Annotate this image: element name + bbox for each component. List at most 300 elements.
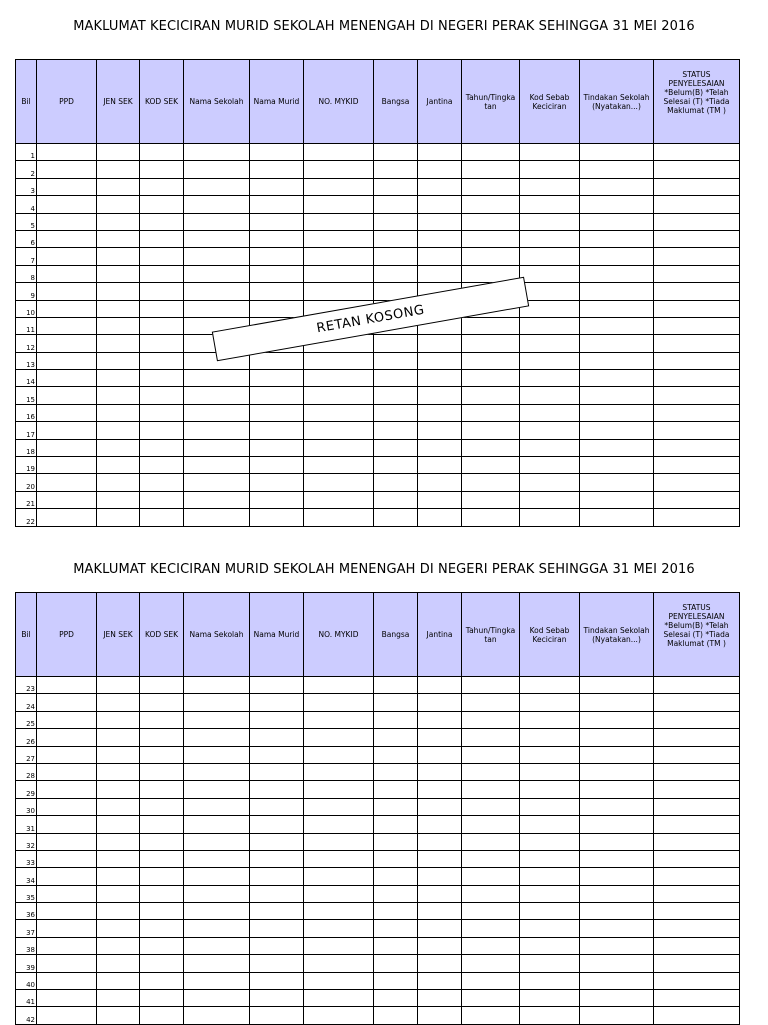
table-cell[interactable]	[37, 178, 97, 195]
table-cell[interactable]	[520, 265, 580, 282]
table-cell[interactable]	[140, 781, 184, 798]
table-cell[interactable]	[304, 763, 374, 780]
table-cell[interactable]	[462, 474, 520, 491]
table-cell[interactable]	[250, 248, 304, 265]
table-cell[interactable]	[520, 729, 580, 746]
table-cell[interactable]	[37, 370, 97, 387]
table-cell[interactable]	[304, 439, 374, 456]
table-cell[interactable]	[250, 196, 304, 213]
table-cell[interactable]	[37, 457, 97, 474]
table-cell[interactable]	[462, 937, 520, 954]
table-cell[interactable]	[418, 677, 462, 694]
table-cell[interactable]	[418, 213, 462, 230]
table-cell[interactable]	[97, 850, 140, 867]
table-cell[interactable]	[140, 1007, 184, 1024]
table-cell[interactable]	[37, 422, 97, 439]
table-cell[interactable]	[374, 144, 418, 161]
table-cell[interactable]	[520, 404, 580, 421]
table-cell[interactable]	[654, 868, 740, 885]
table-cell[interactable]	[140, 387, 184, 404]
table-cell[interactable]	[37, 387, 97, 404]
table-cell[interactable]	[580, 920, 654, 937]
table-cell[interactable]	[418, 1007, 462, 1024]
table-cell[interactable]	[184, 196, 250, 213]
table-cell[interactable]	[140, 677, 184, 694]
table-cell[interactable]	[462, 196, 520, 213]
table-cell[interactable]	[580, 248, 654, 265]
table-cell[interactable]	[140, 335, 184, 352]
table-cell[interactable]	[580, 283, 654, 300]
table-cell[interactable]	[418, 352, 462, 369]
table-cell[interactable]	[97, 474, 140, 491]
table-cell[interactable]	[654, 509, 740, 526]
table-cell[interactable]	[184, 1007, 250, 1024]
table-cell[interactable]	[250, 833, 304, 850]
table-cell[interactable]	[580, 144, 654, 161]
table-cell[interactable]	[520, 885, 580, 902]
table-cell[interactable]	[462, 317, 520, 334]
table-cell[interactable]	[462, 161, 520, 178]
table-cell[interactable]	[462, 798, 520, 815]
table-cell[interactable]	[374, 711, 418, 728]
table-cell[interactable]	[140, 990, 184, 1007]
table-cell[interactable]	[418, 990, 462, 1007]
table-cell[interactable]	[140, 178, 184, 195]
table-cell[interactable]	[304, 370, 374, 387]
table-cell[interactable]	[520, 868, 580, 885]
table-cell[interactable]	[520, 317, 580, 334]
table-cell[interactable]	[374, 955, 418, 972]
table-cell[interactable]	[37, 161, 97, 178]
table-cell[interactable]	[374, 213, 418, 230]
table-cell[interactable]	[418, 196, 462, 213]
table-cell[interactable]	[374, 474, 418, 491]
table-cell[interactable]	[184, 439, 250, 456]
table-cell[interactable]	[184, 491, 250, 508]
table-cell[interactable]	[37, 885, 97, 902]
table-cell[interactable]	[520, 491, 580, 508]
table-cell[interactable]	[184, 265, 250, 282]
table-cell[interactable]	[654, 833, 740, 850]
table-cell[interactable]	[184, 300, 250, 317]
table-cell[interactable]	[250, 283, 304, 300]
table-cell[interactable]	[184, 213, 250, 230]
table-cell[interactable]	[580, 781, 654, 798]
table-cell[interactable]	[97, 422, 140, 439]
table-cell[interactable]	[654, 474, 740, 491]
table-cell[interactable]	[580, 230, 654, 247]
table-cell[interactable]	[184, 457, 250, 474]
table-cell[interactable]	[418, 694, 462, 711]
table-cell[interactable]	[520, 677, 580, 694]
table-cell[interactable]	[37, 509, 97, 526]
table-cell[interactable]	[462, 144, 520, 161]
table-cell[interactable]	[140, 798, 184, 815]
table-cell[interactable]	[184, 248, 250, 265]
table-cell[interactable]	[462, 370, 520, 387]
table-cell[interactable]	[304, 352, 374, 369]
table-cell[interactable]	[184, 903, 250, 920]
table-cell[interactable]	[304, 955, 374, 972]
table-cell[interactable]	[250, 457, 304, 474]
table-cell[interactable]	[520, 763, 580, 780]
table-cell[interactable]	[250, 798, 304, 815]
table-cell[interactable]	[97, 746, 140, 763]
table-cell[interactable]	[140, 763, 184, 780]
table-cell[interactable]	[250, 711, 304, 728]
table-cell[interactable]	[184, 833, 250, 850]
table-cell[interactable]	[418, 265, 462, 282]
table-cell[interactable]	[520, 213, 580, 230]
table-cell[interactable]	[418, 937, 462, 954]
table-cell[interactable]	[97, 370, 140, 387]
table-cell[interactable]	[140, 903, 184, 920]
table-cell[interactable]	[250, 955, 304, 972]
table-cell[interactable]	[184, 955, 250, 972]
table-cell[interactable]	[97, 868, 140, 885]
table-cell[interactable]	[520, 781, 580, 798]
table-cell[interactable]	[97, 990, 140, 1007]
table-cell[interactable]	[418, 920, 462, 937]
table-cell[interactable]	[37, 474, 97, 491]
table-cell[interactable]	[462, 509, 520, 526]
table-cell[interactable]	[304, 711, 374, 728]
table-cell[interactable]	[184, 474, 250, 491]
table-cell[interactable]	[654, 422, 740, 439]
table-cell[interactable]	[97, 213, 140, 230]
table-cell[interactable]	[374, 833, 418, 850]
table-cell[interactable]	[580, 404, 654, 421]
table-cell[interactable]	[580, 729, 654, 746]
table-cell[interactable]	[140, 422, 184, 439]
table-cell[interactable]	[250, 885, 304, 902]
table-cell[interactable]	[184, 694, 250, 711]
table-cell[interactable]	[250, 850, 304, 867]
table-cell[interactable]	[37, 711, 97, 728]
table-cell[interactable]	[418, 781, 462, 798]
table-cell[interactable]	[97, 711, 140, 728]
table-cell[interactable]	[140, 920, 184, 937]
table-cell[interactable]	[654, 746, 740, 763]
table-cell[interactable]	[97, 404, 140, 421]
table-cell[interactable]	[304, 265, 374, 282]
table-cell[interactable]	[580, 885, 654, 902]
table-cell[interactable]	[140, 300, 184, 317]
table-cell[interactable]	[580, 213, 654, 230]
table-cell[interactable]	[374, 816, 418, 833]
table-cell[interactable]	[140, 746, 184, 763]
table-cell[interactable]	[580, 457, 654, 474]
table-cell[interactable]	[520, 178, 580, 195]
table-cell[interactable]	[184, 387, 250, 404]
table-cell[interactable]	[462, 694, 520, 711]
table-cell[interactable]	[520, 972, 580, 989]
table-cell[interactable]	[580, 352, 654, 369]
table-cell[interactable]	[580, 178, 654, 195]
table-cell[interactable]	[37, 265, 97, 282]
table-cell[interactable]	[304, 990, 374, 1007]
table-cell[interactable]	[580, 868, 654, 885]
table-cell[interactable]	[654, 387, 740, 404]
table-cell[interactable]	[374, 920, 418, 937]
table-cell[interactable]	[374, 265, 418, 282]
table-cell[interactable]	[97, 885, 140, 902]
table-cell[interactable]	[580, 903, 654, 920]
table-cell[interactable]	[304, 404, 374, 421]
table-cell[interactable]	[97, 265, 140, 282]
table-cell[interactable]	[418, 457, 462, 474]
table-cell[interactable]	[654, 937, 740, 954]
table-cell[interactable]	[250, 729, 304, 746]
table-cell[interactable]	[97, 300, 140, 317]
table-cell[interactable]	[37, 868, 97, 885]
table-cell[interactable]	[97, 833, 140, 850]
table-cell[interactable]	[418, 144, 462, 161]
table-cell[interactable]	[140, 729, 184, 746]
table-cell[interactable]	[140, 161, 184, 178]
table-cell[interactable]	[184, 868, 250, 885]
table-cell[interactable]	[580, 990, 654, 1007]
table-cell[interactable]	[462, 972, 520, 989]
table-cell[interactable]	[250, 781, 304, 798]
table-cell[interactable]	[97, 491, 140, 508]
table-cell[interactable]	[304, 474, 374, 491]
table-cell[interactable]	[184, 990, 250, 1007]
table-cell[interactable]	[374, 1007, 418, 1024]
table-cell[interactable]	[418, 439, 462, 456]
table-cell[interactable]	[140, 694, 184, 711]
table-cell[interactable]	[97, 178, 140, 195]
table-cell[interactable]	[462, 213, 520, 230]
table-cell[interactable]	[37, 335, 97, 352]
table-cell[interactable]	[304, 248, 374, 265]
table-cell[interactable]	[520, 990, 580, 1007]
table-cell[interactable]	[250, 903, 304, 920]
table-cell[interactable]	[418, 972, 462, 989]
table-cell[interactable]	[654, 990, 740, 1007]
table-cell[interactable]	[250, 370, 304, 387]
table-cell[interactable]	[184, 711, 250, 728]
table-cell[interactable]	[304, 677, 374, 694]
table-cell[interactable]	[374, 404, 418, 421]
table-cell[interactable]	[654, 213, 740, 230]
table-cell[interactable]	[37, 694, 97, 711]
table-cell[interactable]	[250, 422, 304, 439]
table-cell[interactable]	[654, 144, 740, 161]
table-cell[interactable]	[140, 404, 184, 421]
table-cell[interactable]	[462, 387, 520, 404]
table-cell[interactable]	[304, 178, 374, 195]
table-cell[interactable]	[654, 457, 740, 474]
table-cell[interactable]	[37, 439, 97, 456]
table-cell[interactable]	[304, 161, 374, 178]
table-cell[interactable]	[184, 178, 250, 195]
table-cell[interactable]	[418, 474, 462, 491]
table-cell[interactable]	[97, 920, 140, 937]
table-cell[interactable]	[580, 370, 654, 387]
table-cell[interactable]	[37, 213, 97, 230]
table-cell[interactable]	[580, 694, 654, 711]
table-cell[interactable]	[140, 265, 184, 282]
table-cell[interactable]	[37, 746, 97, 763]
table-cell[interactable]	[97, 509, 140, 526]
table-cell[interactable]	[37, 248, 97, 265]
table-cell[interactable]	[374, 885, 418, 902]
table-cell[interactable]	[654, 694, 740, 711]
table-cell[interactable]	[462, 850, 520, 867]
table-cell[interactable]	[250, 404, 304, 421]
table-cell[interactable]	[140, 474, 184, 491]
table-cell[interactable]	[304, 387, 374, 404]
table-cell[interactable]	[654, 903, 740, 920]
table-cell[interactable]	[520, 937, 580, 954]
table-cell[interactable]	[580, 955, 654, 972]
table-cell[interactable]	[418, 746, 462, 763]
table-cell[interactable]	[37, 920, 97, 937]
table-cell[interactable]	[374, 422, 418, 439]
table-cell[interactable]	[654, 798, 740, 815]
table-cell[interactable]	[462, 955, 520, 972]
table-cell[interactable]	[140, 972, 184, 989]
table-cell[interactable]	[250, 763, 304, 780]
table-cell[interactable]	[304, 816, 374, 833]
table-cell[interactable]	[184, 920, 250, 937]
table-cell[interactable]	[374, 990, 418, 1007]
table-cell[interactable]	[418, 161, 462, 178]
table-cell[interactable]	[250, 509, 304, 526]
table-cell[interactable]	[520, 1007, 580, 1024]
table-cell[interactable]	[580, 317, 654, 334]
table-cell[interactable]	[97, 903, 140, 920]
table-cell[interactable]	[140, 850, 184, 867]
table-cell[interactable]	[654, 729, 740, 746]
table-cell[interactable]	[250, 265, 304, 282]
table-cell[interactable]	[37, 1007, 97, 1024]
table-cell[interactable]	[580, 439, 654, 456]
table-cell[interactable]	[374, 729, 418, 746]
table-cell[interactable]	[580, 509, 654, 526]
table-cell[interactable]	[304, 729, 374, 746]
table-cell[interactable]	[580, 1007, 654, 1024]
table-cell[interactable]	[250, 178, 304, 195]
table-cell[interactable]	[418, 404, 462, 421]
table-cell[interactable]	[250, 816, 304, 833]
table-cell[interactable]	[304, 781, 374, 798]
table-cell[interactable]	[520, 903, 580, 920]
table-cell[interactable]	[520, 370, 580, 387]
table-cell[interactable]	[37, 903, 97, 920]
table-cell[interactable]	[304, 746, 374, 763]
table-cell[interactable]	[462, 352, 520, 369]
table-cell[interactable]	[250, 1007, 304, 1024]
table-cell[interactable]	[37, 230, 97, 247]
table-cell[interactable]	[462, 833, 520, 850]
table-cell[interactable]	[654, 317, 740, 334]
table-cell[interactable]	[37, 781, 97, 798]
table-cell[interactable]	[520, 387, 580, 404]
table-cell[interactable]	[304, 937, 374, 954]
table-cell[interactable]	[520, 161, 580, 178]
table-cell[interactable]	[654, 439, 740, 456]
table-cell[interactable]	[462, 990, 520, 1007]
table-cell[interactable]	[520, 694, 580, 711]
table-cell[interactable]	[140, 370, 184, 387]
table-cell[interactable]	[140, 457, 184, 474]
table-cell[interactable]	[374, 868, 418, 885]
table-cell[interactable]	[374, 850, 418, 867]
table-cell[interactable]	[580, 798, 654, 815]
table-cell[interactable]	[184, 937, 250, 954]
table-cell[interactable]	[184, 885, 250, 902]
table-cell[interactable]	[520, 798, 580, 815]
table-cell[interactable]	[520, 196, 580, 213]
table-cell[interactable]	[37, 972, 97, 989]
table-cell[interactable]	[140, 352, 184, 369]
table-cell[interactable]	[97, 230, 140, 247]
table-cell[interactable]	[140, 868, 184, 885]
table-cell[interactable]	[462, 1007, 520, 1024]
table-cell[interactable]	[140, 816, 184, 833]
table-cell[interactable]	[654, 920, 740, 937]
table-cell[interactable]	[374, 335, 418, 352]
table-cell[interactable]	[184, 850, 250, 867]
table-cell[interactable]	[304, 422, 374, 439]
table-cell[interactable]	[184, 509, 250, 526]
table-cell[interactable]	[520, 920, 580, 937]
table-cell[interactable]	[580, 746, 654, 763]
table-cell[interactable]	[184, 763, 250, 780]
table-cell[interactable]	[520, 422, 580, 439]
table-cell[interactable]	[654, 283, 740, 300]
table-cell[interactable]	[140, 491, 184, 508]
table-cell[interactable]	[520, 833, 580, 850]
table-cell[interactable]	[520, 955, 580, 972]
table-cell[interactable]	[304, 1007, 374, 1024]
table-cell[interactable]	[654, 230, 740, 247]
table-cell[interactable]	[184, 972, 250, 989]
table-cell[interactable]	[97, 694, 140, 711]
table-cell[interactable]	[37, 491, 97, 508]
table-cell[interactable]	[97, 763, 140, 780]
table-cell[interactable]	[97, 439, 140, 456]
table-cell[interactable]	[304, 213, 374, 230]
table-cell[interactable]	[37, 300, 97, 317]
table-cell[interactable]	[418, 711, 462, 728]
table-cell[interactable]	[250, 230, 304, 247]
table-cell[interactable]	[37, 833, 97, 850]
table-cell[interactable]	[250, 439, 304, 456]
table-cell[interactable]	[418, 248, 462, 265]
table-cell[interactable]	[654, 955, 740, 972]
table-cell[interactable]	[580, 937, 654, 954]
table-cell[interactable]	[140, 213, 184, 230]
table-cell[interactable]	[374, 370, 418, 387]
table-cell[interactable]	[374, 439, 418, 456]
table-cell[interactable]	[520, 816, 580, 833]
table-cell[interactable]	[580, 474, 654, 491]
table-cell[interactable]	[374, 781, 418, 798]
table-cell[interactable]	[184, 781, 250, 798]
table-cell[interactable]	[520, 850, 580, 867]
table-cell[interactable]	[462, 677, 520, 694]
table-cell[interactable]	[37, 144, 97, 161]
table-cell[interactable]	[97, 972, 140, 989]
table-cell[interactable]	[37, 196, 97, 213]
table-cell[interactable]	[654, 248, 740, 265]
table-cell[interactable]	[184, 816, 250, 833]
table-cell[interactable]	[97, 729, 140, 746]
table-cell[interactable]	[250, 213, 304, 230]
